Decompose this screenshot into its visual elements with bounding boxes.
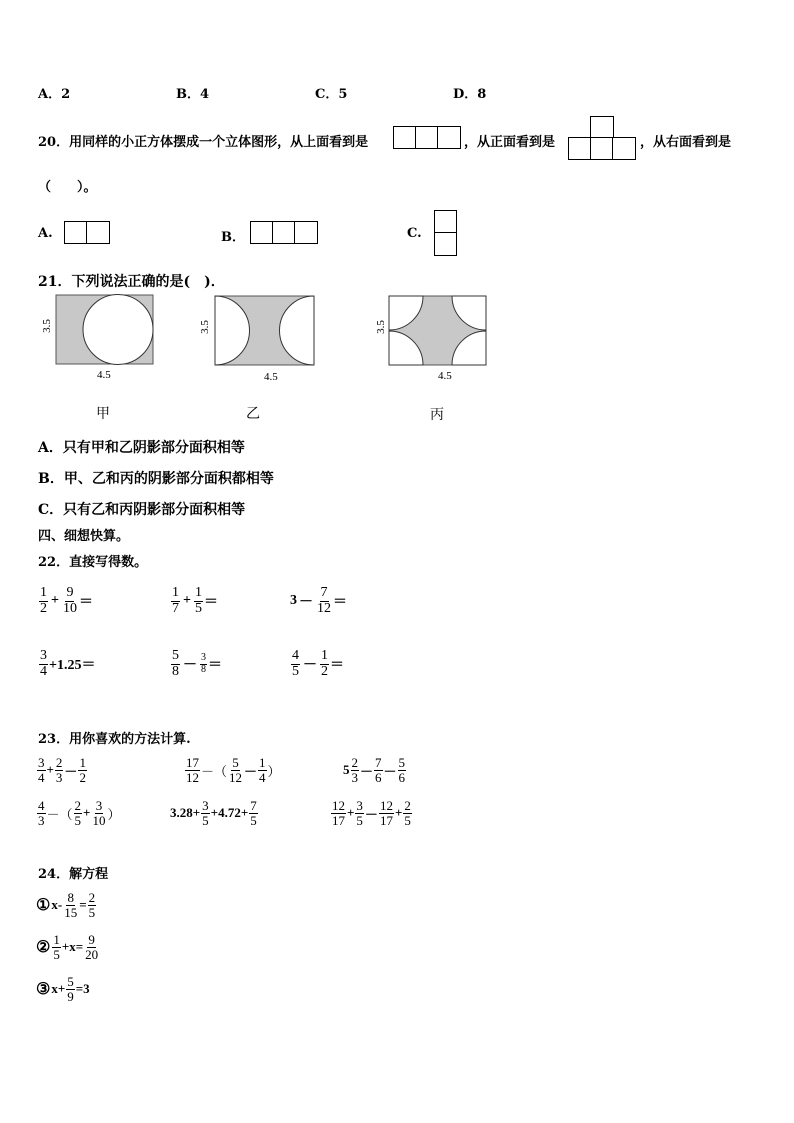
- q23-expr-3[interactable]: 5 $\frac{2}{3}$ － $\frac{7}{6}$ － $\frac{5}{6}$: [343, 755, 406, 785]
- q23-expr-5[interactable]: 3.28+ $\frac{3}{5}$ +4.72+ $\frac{7}{5}$: [170, 798, 257, 828]
- q23-expr-4[interactable]: $\frac{4}{3}$ －（ $\frac{2}{5}$ + $\frac{3}{10}$ ）: [38, 798, 121, 828]
- q19-option-d[interactable]: D．8: [453, 87, 487, 102]
- q21-figure-jia-height-label: 3.5: [40, 319, 53, 333]
- q19-option-b[interactable]: B．4: [176, 87, 210, 102]
- q21-figure-bing-height-label: 3.5: [374, 320, 387, 334]
- q20-stem-part3: ，从右面看到是: [640, 135, 732, 150]
- q21-figure-bing-width-label: 4.5: [438, 370, 452, 382]
- q20-option-c[interactable]: C.: [407, 226, 422, 241]
- q20-stem-part2: ，从正面看到是: [464, 135, 556, 150]
- q21-option-b[interactable]: B．甲、乙和丙的阴影部分面积都相等: [38, 471, 274, 487]
- q21-figure-yi-caption: 乙: [246, 406, 260, 422]
- q21-figure-yi: [214, 295, 316, 367]
- q22-stem: 22．直接写得数。: [38, 555, 148, 570]
- q23-stem: 23．用你喜欢的方法计算.: [38, 732, 191, 747]
- q21-option-a[interactable]: A．只有甲和乙阴影部分面积相等: [38, 440, 245, 456]
- section-4-title: 四、细想快算。: [38, 529, 130, 544]
- q23-expr-6[interactable]: $\frac{12}{17}$ + $\frac{3}{5}$ － $\frac{12}{17}$ + $\frac{2}{5}$: [332, 798, 411, 828]
- q22-item-5[interactable]: $\frac{5}{8}$ － $\frac{3}{8}$ ＝: [172, 648, 222, 679]
- q21-figure-bing-caption: 丙: [430, 407, 444, 423]
- q19-option-c[interactable]: C．5: [315, 87, 348, 102]
- q20-option-b[interactable]: B．: [221, 230, 245, 245]
- q19-option-a[interactable]: A．2: [38, 87, 71, 102]
- q21-figure-jia-width-label: 4.5: [97, 369, 111, 381]
- q22-item-2[interactable]: $\frac{1}{7}$ + $\frac{1}{5}$ ＝: [172, 585, 218, 616]
- q21-figure-yi-height-label: 3.5: [198, 320, 211, 334]
- q22-item-4[interactable]: $\frac{3}{4}$ +1.25＝: [40, 648, 96, 679]
- q20-option-a[interactable]: A.: [38, 226, 53, 241]
- q20-stem-part1: 20．用同样的小正方体摆成一个立体图形，从上面看到是: [38, 135, 369, 150]
- q24-equation-3[interactable]: ③ x+ $\frac{5}{9}$ =3: [36, 974, 90, 1004]
- q24-equation-1[interactable]: ① x- $\frac{8}{15}$ = $\frac{2}{5}$: [36, 890, 96, 920]
- q21-option-c[interactable]: C．只有乙和丙阴影部分面积相等: [38, 502, 246, 518]
- q24-stem: 24．解方程: [38, 867, 109, 882]
- q21-figure-bing: [388, 295, 488, 367]
- q23-expr-1[interactable]: $\frac{3}{4}$ + $\frac{2}{3}$ － $\frac{1}{2}$: [38, 755, 86, 785]
- q22-item-6[interactable]: $\frac{4}{5}$ － $\frac{1}{2}$ ＝: [292, 648, 344, 679]
- q23-expr-2[interactable]: $\frac{17}{12}$ －（ $\frac{5}{12}$ － $\frac{1}{4}$ ）: [186, 755, 281, 785]
- q21-figure-yi-width-label: 4.5: [264, 371, 278, 383]
- q21-figure-jia: [55, 294, 155, 366]
- q20-answer-blank[interactable]: （ ）。: [38, 180, 97, 195]
- q24-equation-2[interactable]: ② $\frac{1}{5}$ +x= $\frac{9}{20}$: [36, 932, 99, 962]
- q21-figure-jia-caption: 甲: [96, 406, 110, 422]
- q22-item-3[interactable]: 3 － $\frac{7}{12}$ ＝: [290, 585, 347, 616]
- q22-item-1[interactable]: $\frac{1}{2}$ + $\frac{9}{10}$ ＝: [40, 585, 93, 616]
- q21-stem: 21．下列说法正确的是( )．: [38, 274, 225, 290]
